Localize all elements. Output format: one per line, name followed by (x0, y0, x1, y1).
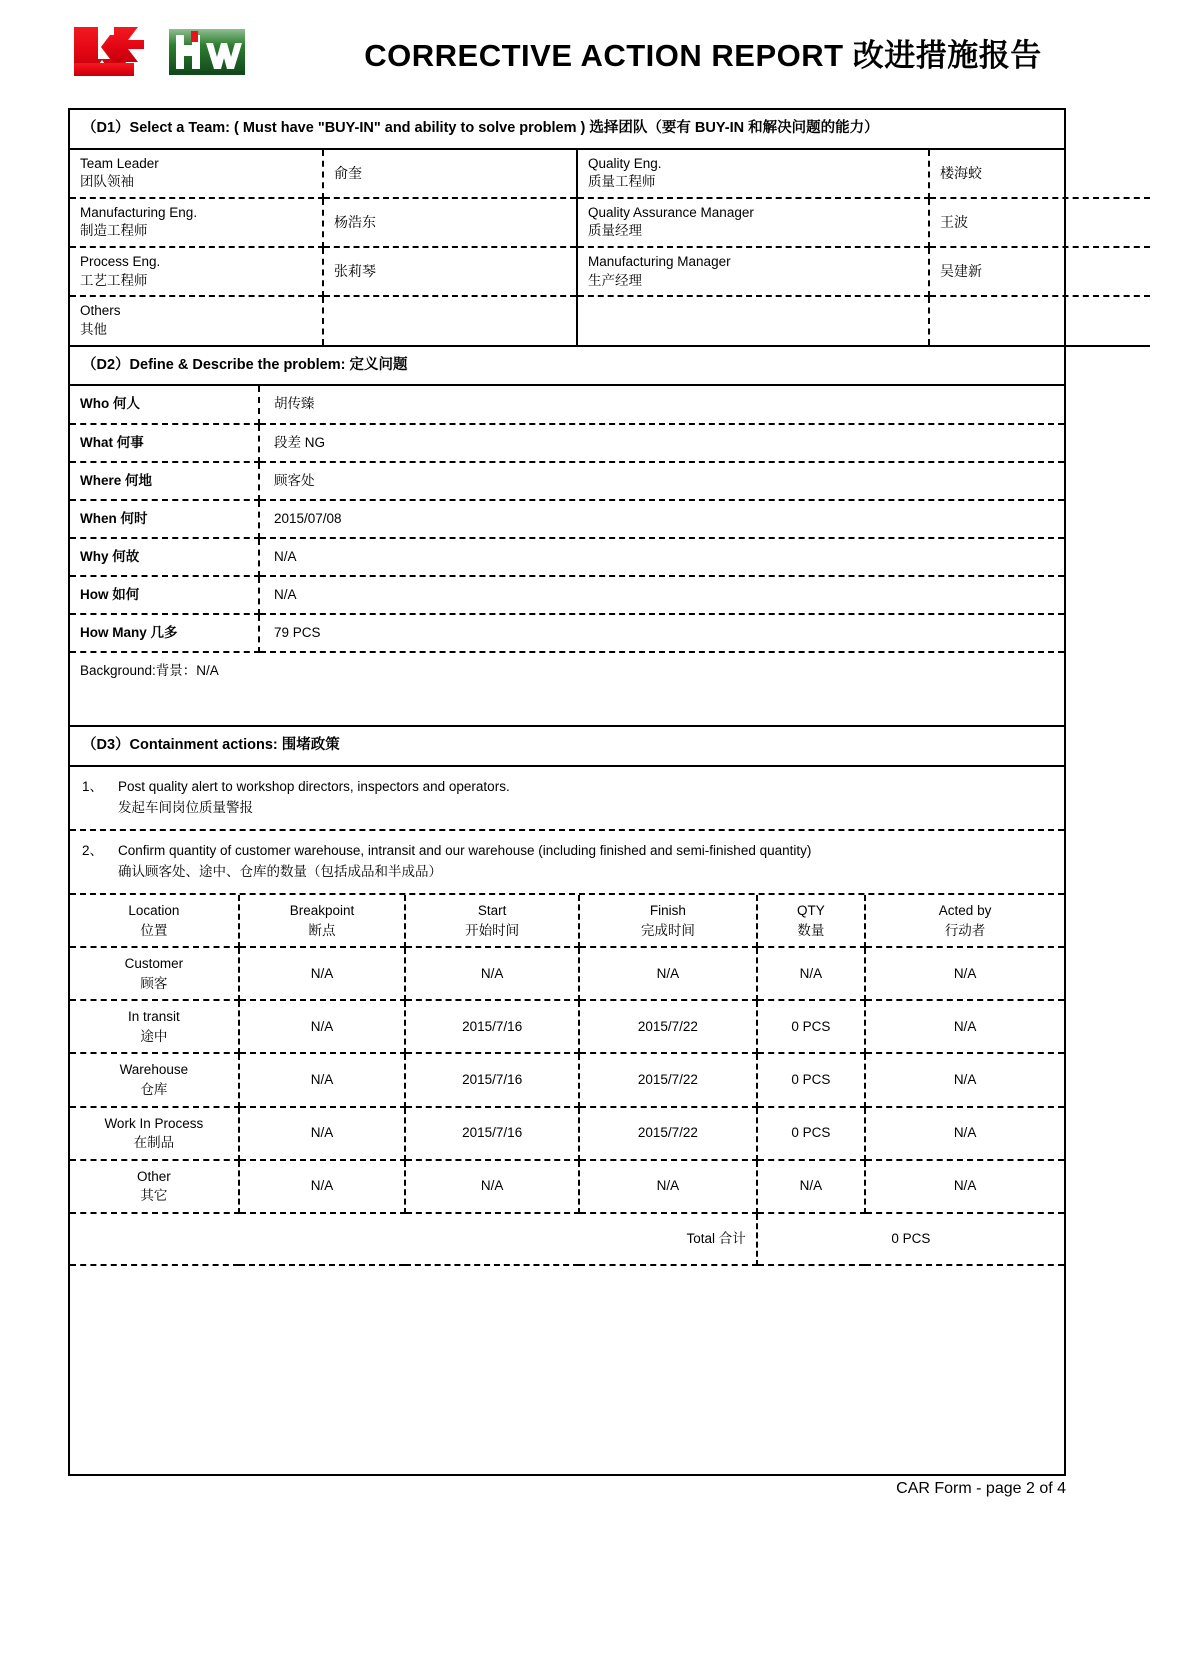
page-title-en: CORRECTIVE ACTION REPORT (364, 37, 844, 73)
cell-location-cn: 顾客 (140, 975, 168, 991)
total-spacer (239, 1213, 406, 1265)
cell-start: N/A (405, 947, 579, 1000)
d2-label-cn: 何故 (112, 548, 140, 564)
d1-team-table (70, 150, 1150, 347)
table-row (70, 462, 1064, 500)
cell-finish: 2015/7/22 (579, 1107, 757, 1160)
d1-member-name: 杨浩东 (323, 198, 577, 247)
d3-action-item-2 (70, 831, 1064, 895)
col-header-en: Location (128, 903, 180, 919)
d3-action-en: Confirm quantity of customer warehouse, intransit and our warehouse (including finished and semi-finished quantity) (118, 842, 812, 858)
cell-location-cn: 途中 (140, 1028, 168, 1044)
d1-role-cn: 团队领袖 (80, 174, 134, 190)
cell-location-en: Other (136, 1168, 171, 1184)
cell-start: 2015/7/16 (405, 1053, 579, 1106)
d1-others-en: Others (80, 303, 121, 319)
d1-role2-en: Manufacturing Manager (588, 254, 731, 270)
cell-qty: 0 PCS (757, 1053, 865, 1106)
cell-location-en: Work In Process (104, 1115, 204, 1131)
d1-role2-cn: 质量工程师 (588, 174, 656, 190)
d1-role-en: Process Eng. (80, 254, 161, 270)
cell-location (70, 1160, 239, 1213)
d1-role2-label (577, 150, 929, 198)
cell-finish: 2015/7/22 (579, 1053, 757, 1106)
cell-location-en: Warehouse (119, 1062, 189, 1078)
cell-acted-by: N/A (865, 1053, 1064, 1106)
table-total-row (70, 1213, 1064, 1265)
d3-action-cn: 确认顾客处、途中、仓库的数量（包括成品和半成品） (118, 864, 442, 880)
table-row (70, 424, 1064, 462)
cell-breakpoint: N/A (239, 1053, 406, 1106)
cell-breakpoint: N/A (239, 1160, 406, 1213)
d1-role-label (70, 247, 323, 296)
cell-start: 2015/7/16 (405, 1107, 579, 1160)
d2-label-en: Who (80, 396, 110, 412)
cell-location (70, 947, 239, 1000)
footer (0, 1480, 1200, 1498)
table-row (70, 576, 1064, 614)
table-row (70, 1000, 1064, 1053)
d2-row-label (70, 500, 259, 538)
total-spacer (70, 1213, 239, 1265)
cell-finish: N/A (579, 1160, 757, 1213)
col-header-acted-by (865, 895, 1064, 947)
cell-location-en: Customer (124, 956, 184, 972)
d1-role2-label (577, 198, 929, 247)
d1-others-name (323, 296, 577, 345)
d3-action-item-1 (70, 767, 1064, 831)
d3-action-en: Post quality alert to workshop directors, inspectors and operators. (118, 778, 510, 794)
cell-acted-by: N/A (865, 947, 1064, 1000)
d1-member2-name: 楼海蛟 (929, 150, 1150, 198)
d2-row-label (70, 424, 259, 462)
table-row (70, 1160, 1064, 1213)
col-header-cn: 断点 (308, 922, 336, 938)
col-header-breakpoint (239, 895, 406, 947)
d1-others-name2 (929, 296, 1150, 345)
total-label: Total 合计 (579, 1213, 757, 1265)
d1-role-en: Manufacturing Eng. (80, 204, 198, 220)
table-row (70, 247, 1150, 296)
d2-label-en: How Many (80, 624, 147, 640)
table-header-row (70, 895, 1064, 947)
d2-section-header: （D2）Define & Describe the problem: 定义问题 (70, 347, 1064, 387)
d2-row-label (70, 614, 259, 652)
d1-role-en: Team Leader (80, 155, 159, 171)
cell-location-cn: 仓库 (140, 1082, 168, 1097)
containment-quantity-table (70, 895, 1064, 1474)
d1-role-cn: 制造工程师 (80, 223, 148, 239)
d1-role-cn: 工艺工程师 (80, 272, 148, 288)
cell-acted-by: N/A (865, 1107, 1064, 1160)
d1-role2-label (577, 247, 929, 296)
d1-member-name: 俞奎 (323, 150, 577, 198)
cell-qty: 0 PCS (757, 1000, 865, 1053)
d2-label-cn: 如何 (112, 586, 140, 602)
col-header-cn: 位置 (140, 922, 168, 938)
col-header-cn: 数量 (797, 922, 825, 938)
table-row (70, 1053, 1064, 1106)
d2-label-cn: 何人 (113, 396, 141, 412)
d1-role2-cn: 质量经理 (588, 223, 642, 239)
d2-row-label (70, 386, 259, 424)
d1-role-label (70, 150, 323, 198)
col-header-en: Acted by (938, 903, 992, 919)
cell-finish: N/A (579, 947, 757, 1000)
d1-role-label (70, 198, 323, 247)
d1-others-cn: 其他 (80, 321, 107, 337)
col-header-en: Breakpoint (289, 903, 355, 919)
cell-location-cn: 在制品 (133, 1135, 175, 1151)
d1-member2-name: 王波 (929, 198, 1150, 247)
d2-problem-table (70, 386, 1064, 727)
col-header-finish (579, 895, 757, 947)
table-row (70, 947, 1064, 1000)
cell-breakpoint: N/A (239, 1107, 406, 1160)
d2-row-value: 段差 NG (259, 424, 1064, 462)
cell-finish: 2015/7/22 (579, 1000, 757, 1053)
cell-start: N/A (405, 1160, 579, 1213)
cell-acted-by: N/A (865, 1000, 1064, 1053)
table-row-background (70, 652, 1064, 726)
d3-action-number: 1、 (82, 778, 104, 794)
d2-row-value: 胡传臻 (259, 386, 1064, 424)
d2-row-label (70, 462, 259, 500)
cell-breakpoint: N/A (239, 947, 406, 1000)
cell-qty: 0 PCS (757, 1107, 865, 1160)
table-row (70, 386, 1064, 424)
d2-row-value: 2015/07/08 (259, 500, 1064, 538)
cell-qty: N/A (757, 1160, 865, 1213)
col-header-en: QTY (797, 903, 825, 919)
report-sheet (68, 108, 1066, 1476)
d2-row-label (70, 576, 259, 614)
cell-start: 2015/7/16 (405, 1000, 579, 1053)
d2-row-value: 顾客处 (259, 462, 1064, 500)
page-title (266, 30, 1140, 75)
d1-member2-name: 吴建新 (929, 247, 1150, 296)
d3-action-number: 2、 (82, 842, 104, 858)
total-value: 0 PCS (757, 1213, 1064, 1265)
cell-qty: N/A (757, 947, 865, 1000)
total-spacer (405, 1213, 579, 1265)
col-header-start (405, 895, 579, 947)
d1-member-name: 张莉琴 (323, 247, 577, 296)
d2-row-value: N/A (259, 576, 1064, 614)
d2-label-cn: 何时 (120, 510, 148, 526)
blank-notes-area (70, 1265, 1064, 1474)
cell-location (70, 1053, 239, 1106)
page-title-cn: 改进措施报告 (852, 37, 1042, 73)
logo-group (72, 21, 246, 83)
d2-row-value: 79 PCS (259, 614, 1064, 652)
table-row (70, 614, 1064, 652)
d2-label-en: Where (80, 472, 122, 488)
cell-location (70, 1000, 239, 1053)
d1-role2-cn: 生产经理 (588, 272, 642, 288)
d3-action-text (118, 840, 1052, 883)
table-row (70, 150, 1150, 198)
cell-location-en: In transit (127, 1009, 180, 1025)
col-header-en: Finish (649, 903, 686, 919)
cell-breakpoint: N/A (239, 1000, 406, 1053)
col-header-qty (757, 895, 865, 947)
d3-section-header: （D3）Containment actions: 围堵政策 (70, 727, 1064, 767)
footer-text: CAR Form - page 2 of 4 (896, 1480, 1066, 1497)
d2-label-cn: 何事 (116, 434, 144, 450)
d2-label-en: What (80, 434, 113, 450)
table-row (70, 538, 1064, 576)
table-row (70, 1107, 1064, 1160)
table-row (70, 198, 1150, 247)
col-header-location (70, 895, 239, 947)
d2-label-cn: 何地 (125, 472, 153, 488)
cell-location-cn: 其它 (140, 1188, 168, 1204)
col-header-cn: 开始时间 (465, 922, 520, 938)
col-header-en: Start (477, 903, 507, 919)
d1-others-role2 (577, 296, 929, 345)
d2-label-en: When (80, 510, 117, 526)
document-header (0, 0, 1200, 104)
lx-logo-icon (72, 23, 154, 81)
table-row (70, 500, 1064, 538)
d1-role2-en: Quality Assurance Manager (588, 204, 754, 220)
cell-location (70, 1107, 239, 1160)
d3-action-text (118, 776, 1052, 819)
d2-label-en: How (80, 586, 109, 602)
cell-acted-by: N/A (865, 1160, 1064, 1213)
d2-row-value: N/A (259, 538, 1064, 576)
d1-section-header: （D1）Select a Team: ( Must have "BUY-IN" and ability to solve problem ) 选择团队（要有 BUY-IN 和解决问题的能力） (70, 110, 1064, 150)
d3-action-cn: 发起车间岗位质量警报 (118, 800, 253, 816)
d2-background: Background:背景：N/A (70, 652, 1064, 726)
d2-row-label (70, 538, 259, 576)
blank-notes-cell (70, 1265, 1064, 1474)
d2-label-en: Why (80, 548, 109, 564)
col-header-cn: 完成时间 (640, 922, 695, 938)
table-row-others (70, 296, 1150, 345)
d1-role2-en: Quality Eng. (588, 155, 662, 171)
d2-label-cn: 几多 (150, 624, 178, 640)
d1-others-label (70, 296, 323, 345)
col-header-cn: 行动者 (944, 922, 986, 938)
hw-logo-icon (168, 23, 246, 81)
